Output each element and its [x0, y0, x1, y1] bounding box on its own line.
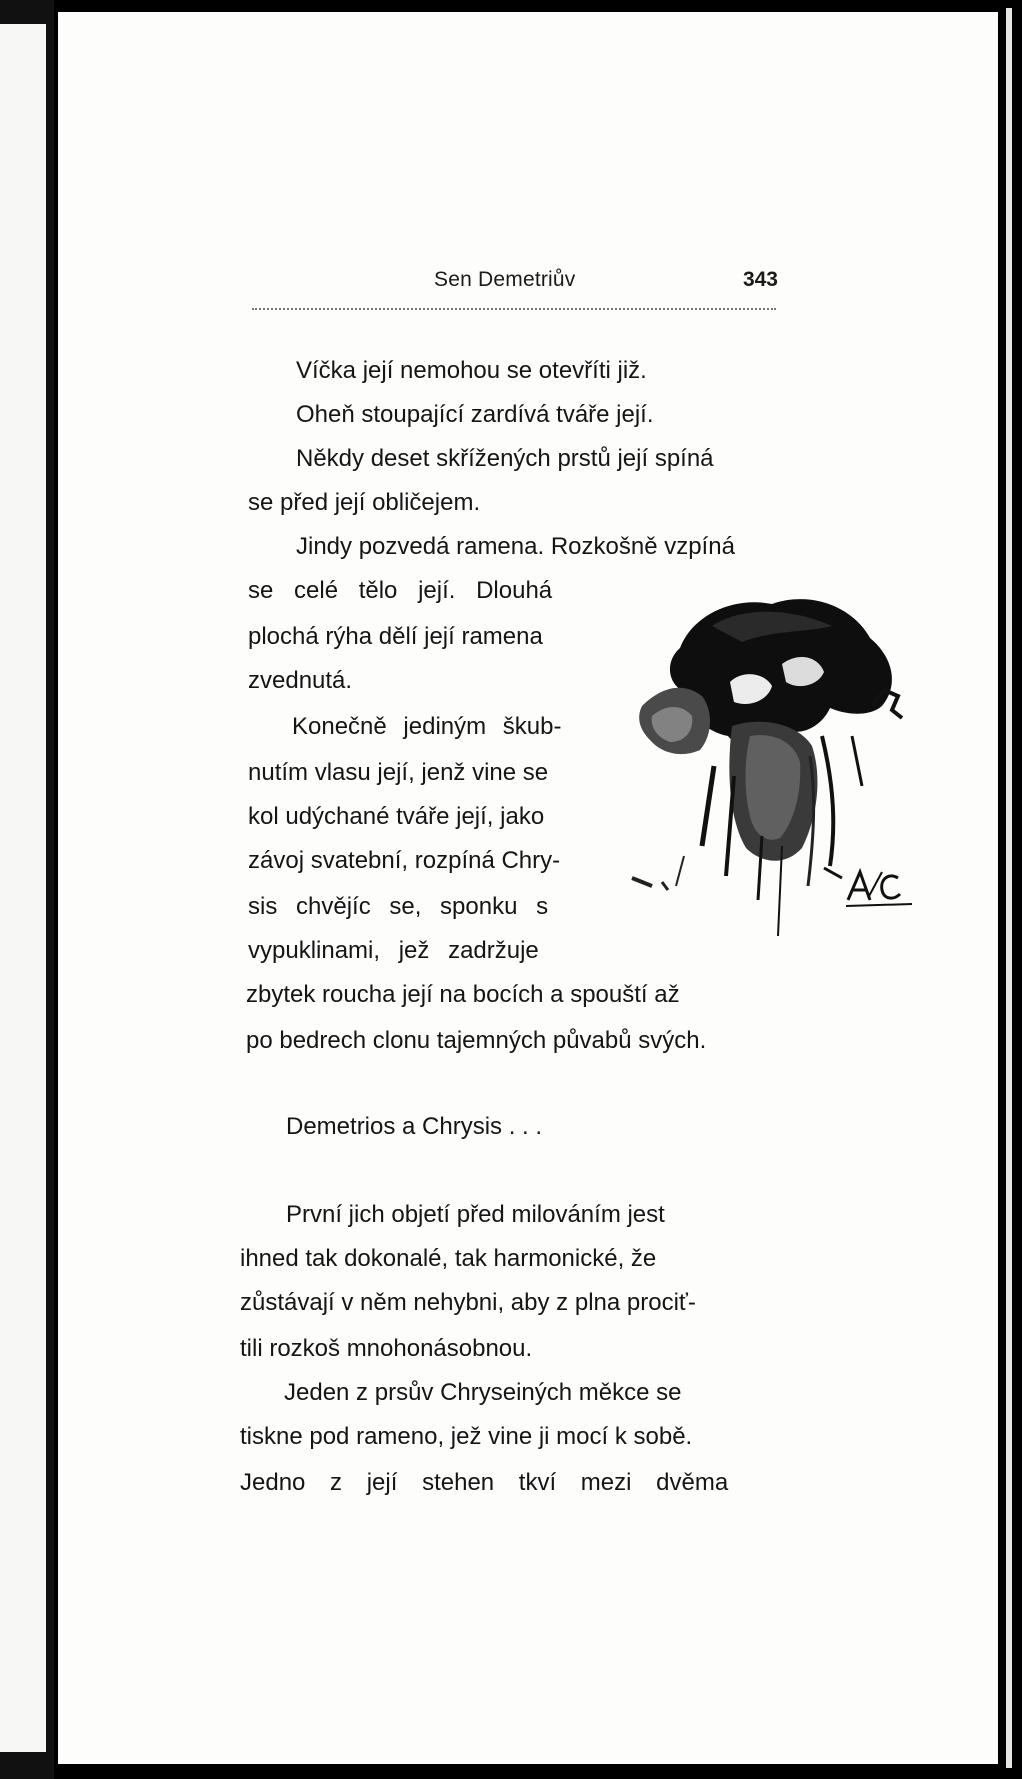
- text-line: Konečně jediným škub-: [292, 713, 562, 740]
- running-head: [252, 266, 778, 298]
- page-number: 343: [742, 268, 778, 291]
- text-line: závoj svatební, rozpíná Chry-: [248, 847, 561, 874]
- text-line: sis chvějíc se, sponku s: [248, 893, 549, 920]
- text-line: tiskne pod rameno, jež vine ji mocí k sobě.: [240, 1423, 693, 1450]
- text-line: zůstávají v něm nehybni, aby z plna prociť-: [240, 1289, 696, 1316]
- section-line: Demetrios a Chrysis . . .: [286, 1113, 543, 1140]
- text-line: se celé tělo její. Dlouhá: [248, 577, 553, 604]
- text-line: kol udýchané tváře její, jako: [248, 803, 545, 830]
- text-line: se před její obličejem.: [248, 489, 481, 516]
- text-line: zbytek roucha její na bocích a spouští až: [246, 981, 680, 1008]
- text-line: Víčka její nemohou se otevříti již.: [296, 357, 647, 384]
- text-line: Jedno z její stehen tkví mezi dvěma: [240, 1469, 729, 1496]
- artist-monogram-icon: [846, 872, 912, 906]
- text-line: Oheň stoupající zardívá tváře její.: [296, 401, 654, 428]
- text-line: nutím vlasu její, jenž vine se: [248, 759, 549, 786]
- text-line: po bedrech clonu tajemných půvabů svých.: [246, 1027, 707, 1054]
- running-title: Sen Demetriův: [434, 268, 576, 291]
- text-line: První jich objetí před milováním jest: [286, 1201, 665, 1228]
- facing-page-edge: [0, 24, 46, 1752]
- text-line: zvednutá.: [248, 667, 353, 694]
- text-line: tili rozkoš mnohonásobnou.: [240, 1335, 533, 1362]
- text-line: Někdy deset skřížených prstů její spíná: [296, 445, 714, 472]
- text-line: Jeden z prsův Chryseiných měkce se: [284, 1379, 682, 1406]
- header-rule: [252, 308, 776, 310]
- text-line: plochá rýha dělí její ramena: [248, 623, 543, 650]
- sketch-illustration: [622, 586, 922, 946]
- text-line: Jindy pozvedá ramena. Rozkošně vzpíná: [296, 533, 735, 560]
- text-line: ihned tak dokonalé, tak harmonické, že: [240, 1245, 657, 1272]
- right-page-edge: [1006, 8, 1012, 1768]
- text-line: vypuklinami, jež zadržuje: [248, 937, 539, 964]
